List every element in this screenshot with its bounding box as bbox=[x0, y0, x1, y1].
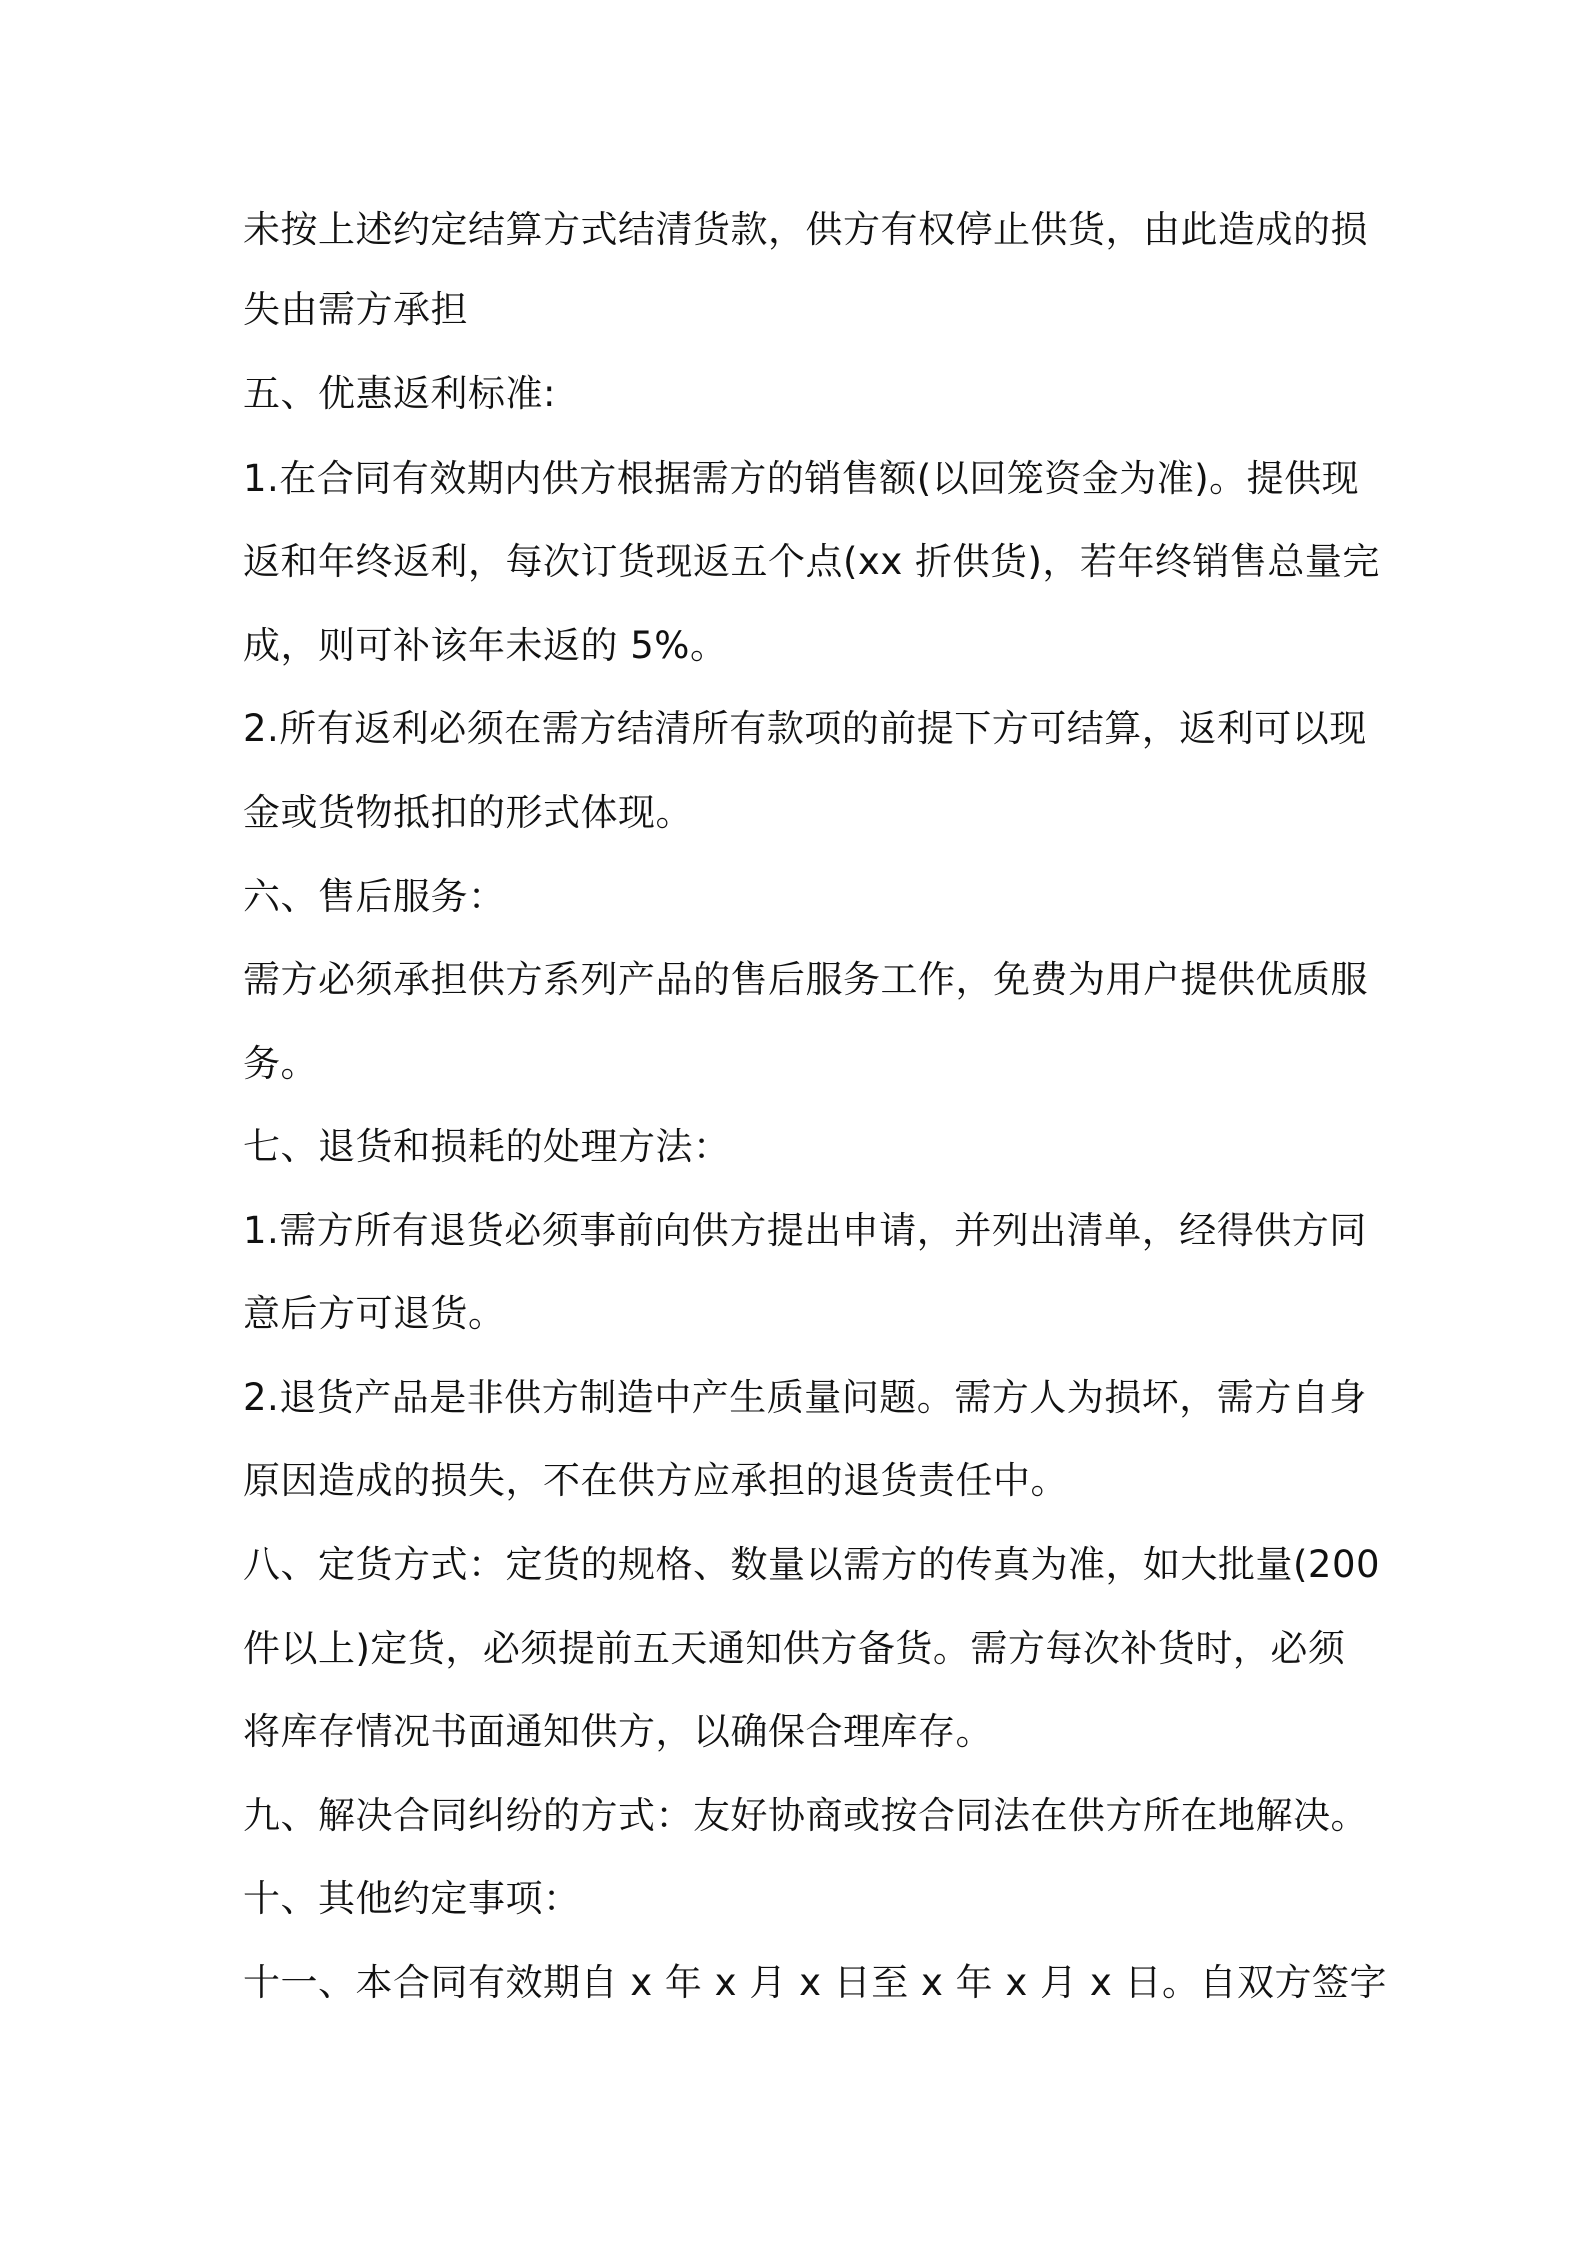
section-heading-8: 八、定货方式：定货的规格、数量以需方的传真为准，如大批量(200 bbox=[243, 1543, 1381, 1586]
section-heading-7: 七、退货和损耗的处理方法： bbox=[243, 1125, 731, 1168]
text-line-2: 失由需方承担 bbox=[243, 288, 468, 331]
text-line-13: 1.需方所有退货必须事前向供方提出申请，并列出清单，经得供方同 bbox=[243, 1209, 1367, 1252]
section-heading-11: 十一、本合同有效期自 x 年 x 月 x 日至 x 年 x 月 x 日。自双方签字 bbox=[243, 1961, 1388, 2004]
text-line-10: 需方必须承担供方系列产品的售后服务工作，免费为用户提供优质服 bbox=[243, 958, 1368, 1001]
section-heading-5: 五、优惠返利标准: bbox=[243, 372, 556, 415]
text-line-18: 件以上)定货，必须提前五天通知供方备货。需方每次补货时，必须 bbox=[243, 1627, 1346, 1670]
text-line-8: 金或货物抵扣的形式体现。 bbox=[243, 791, 693, 834]
text-line-5: 返和年终返利，每次订货现返五个点(xx 折供货)，若年终销售总量完 bbox=[243, 540, 1380, 583]
text-line-19: 将库存情况书面通知供方，以确保合理库存。 bbox=[243, 1710, 993, 1753]
text-line-15: 2.退货产品是非供方制造中产生质量问题。需方人为损坏，需方自身 bbox=[243, 1376, 1367, 1419]
section-heading-6: 六、售后服务： bbox=[243, 875, 506, 918]
text-line-6: 成，则可补该年未返的 5%。 bbox=[243, 624, 728, 667]
text-line-4: 1.在合同有效期内供方根据需方的销售额(以回笼资金为准)。提供现 bbox=[243, 457, 1360, 500]
text-line-16: 原因造成的损失，不在供方应承担的退货责任中。 bbox=[243, 1459, 1068, 1502]
text-line-7: 2.所有返利必须在需方结清所有款项的前提下方可结算，返利可以现 bbox=[243, 707, 1367, 750]
section-heading-9: 九、解决合同纠纷的方式：友好协商或按合同法在供方所在地解决。 bbox=[243, 1794, 1368, 1837]
text-line-1: 未按上述约定结算方式结清货款，供方有权停止供货，由此造成的损 bbox=[243, 208, 1368, 251]
text-line-11: 务。 bbox=[243, 1042, 318, 1085]
section-heading-10: 十、其他约定事项： bbox=[243, 1877, 581, 1920]
text-line-14: 意后方可退货。 bbox=[243, 1292, 506, 1335]
